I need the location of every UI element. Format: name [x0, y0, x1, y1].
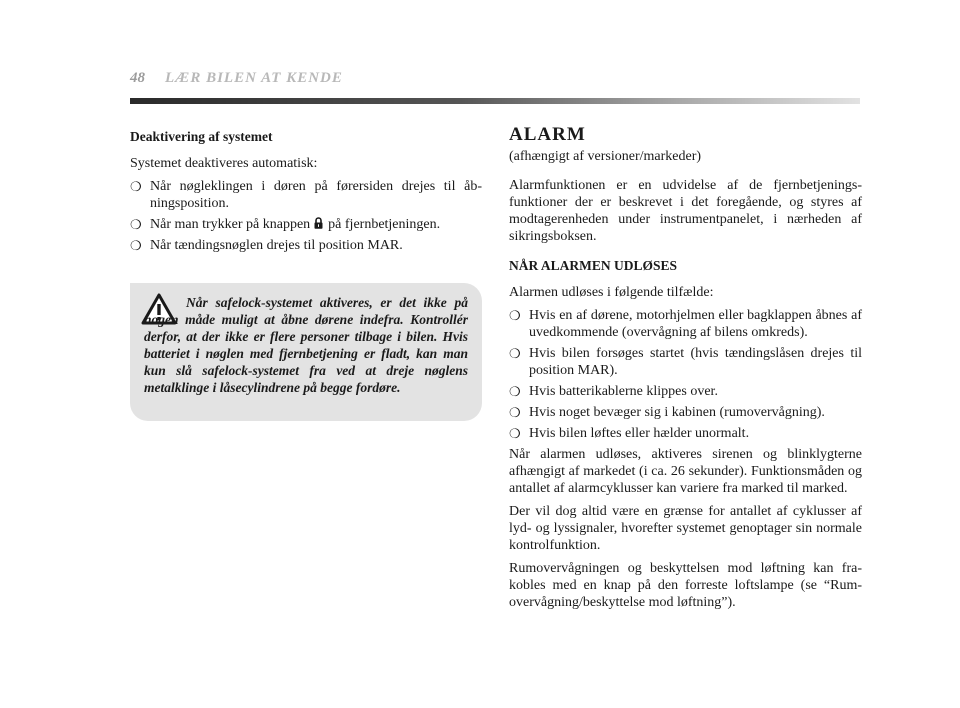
section-heading-triggers: NÅR ALARMEN UDLØSES: [509, 258, 678, 273]
alarm-subtitle: (afhængigt af versioner/markeder): [509, 149, 702, 164]
triggers-intro: Alarmen udløses i følgende tilfælde:: [509, 285, 714, 300]
list-item-text: Hvis noget bevæger sig i kabinen (rumovervågning).: [529, 405, 825, 420]
header-rule: [130, 98, 860, 104]
warning-box: [130, 283, 482, 421]
triggers-list: [509, 307, 862, 442]
alarm-paragraph: Rumovervågningen og beskyttelsen mod løftning kan frakobles med en knap på den forreste loftslampe (se “Rumovervågning/beskyttelse mod løftning”).: [509, 561, 862, 610]
list-item: [509, 345, 862, 379]
section-heading-deactivation: Deaktivering af systemet: [130, 129, 273, 144]
warning-text: Når safelock-systemet aktiveres, er det ikke på nogen måde muligt at åbne dørene indefra. Kontrollér derfor, at der ikke er flere personer tilbage i bilen. Hvis batteriet i nøglen med fjernbetjening er fladt, kan man kun slå safelock-systemet fra ved at dreje nøglens metalklinge i låsecylindrene på begge fordøre.: [144, 295, 468, 395]
alarm-paragraph: Der vil dog altid være en grænse for antallet af cyklusser af lyd- og lyssignaler, hvorefter systemet genoptager sin normale kontrolfunktion.: [509, 504, 862, 553]
list-item: [509, 404, 862, 421]
deactivation-list: [130, 178, 482, 254]
list-item-text: Når man trykker på knappen: [150, 217, 311, 232]
alarm-paragraph: Når alarmen udløses, aktiveres sirenen og blinklygterne afhængigt af markedet (i ca. 26 sekunder). Funktionsmåden og antallet af alarmcyklusser kan variere fra marked til marked.: [509, 447, 862, 496]
running-title: LÆR BILEN AT KENDE: [165, 70, 343, 86]
circle-bullet-icon: ❍: [130, 217, 142, 232]
list-item: [130, 237, 482, 254]
circle-bullet-icon: ❍: [509, 426, 521, 441]
alarm-intro: Alarmfunktionen er en udvidelse af de fjernbetjeningsfunktioner der er beskrevet i det foregående, og styres af modtagerenheden under instrumentpanelet, i nærheden af sikringsboksen.: [509, 178, 862, 244]
list-item-text: Når nøgleklingen i døren på førersiden drejes til åbningsposition.: [150, 179, 482, 211]
list-item-text-suffix: på fjernbetjeningen.: [324, 217, 441, 232]
deactivation-intro: Systemet deaktiveres automatisk:: [130, 156, 318, 171]
list-item-text: Hvis batterikablerne klippes over.: [529, 384, 718, 399]
alarm-heading: ALARM: [509, 124, 586, 145]
list-item-text: Hvis bilen forsøges startet (hvis tændingslåsen drejes til position MAR).: [529, 346, 862, 378]
list-item-text: Hvis en af dørene, motorhjelmen eller bagklappen åbnes af uvedkommende (overvågning af bilens omkreds).: [529, 308, 862, 340]
circle-bullet-icon: ❍: [509, 308, 521, 323]
list-item: [509, 383, 862, 400]
circle-bullet-icon: ❍: [130, 179, 142, 194]
lock-icon: [314, 217, 323, 229]
list-item: [130, 216, 482, 233]
list-item-text: Hvis bilen løftes eller hælder unormalt.: [529, 426, 750, 441]
circle-bullet-icon: ❍: [509, 346, 521, 361]
circle-bullet-icon: ❍: [509, 405, 521, 420]
circle-bullet-icon: ❍: [509, 384, 521, 399]
left-column: [130, 128, 482, 258]
list-item: [130, 178, 482, 212]
list-item: [509, 425, 862, 442]
page-number: 48: [130, 70, 145, 86]
list-item-text: Når tændingsnøglen drejes til position MAR.: [150, 238, 403, 253]
right-column: [509, 124, 862, 611]
circle-bullet-icon: ❍: [130, 238, 142, 253]
list-item: [509, 307, 862, 341]
